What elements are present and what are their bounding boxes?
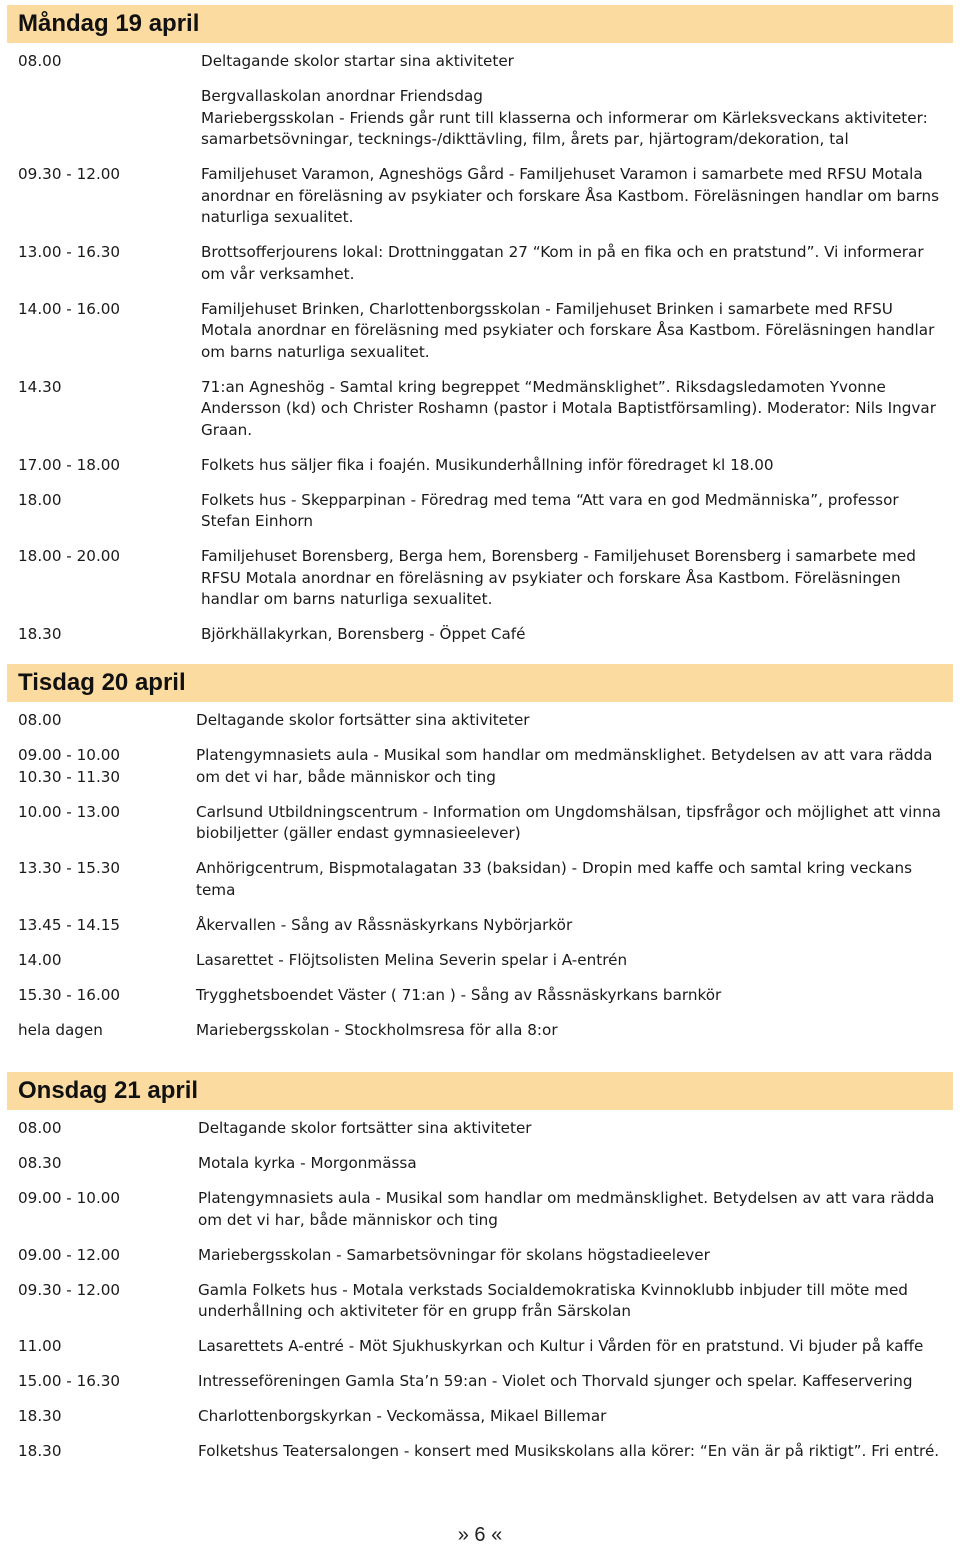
event-row: [7, 624, 953, 646]
day-heading: Tisdag 20 april: [7, 664, 953, 702]
event-description: Mariebergsskolan - Stockholmsresa för alla 8:or: [196, 1020, 558, 1039]
event-time: 10.00 - 13.00: [18, 802, 121, 821]
day-section-wednesday: [7, 1072, 953, 1476]
event-row: [7, 1188, 953, 1231]
event-time: 18.00: [18, 490, 62, 509]
event-time: 09.00 - 10.00 10.30 - 11.30: [18, 746, 121, 786]
event-time: [7, 86, 201, 151]
event-time: 08.30: [18, 1154, 62, 1172]
event-description: Carlsund Utbildningscentrum - Information om Ungdomshälsan, tipsfrågor och möjlighet att vinna biobiljetter (gäller endast gymnasieelever): [196, 802, 941, 842]
event-description: Gamla Folkets hus - Motala verkstads Socialdemokratiska Kvinnoklubb inbjuder till möte med underhållning och aktiviteter för en grupp från Särskolan: [198, 1280, 908, 1320]
event-description: Platengymnasiets aula - Musikal som handlar om medmänsklighet. Betydelsen av att vara rädda om det vi har, både människor och ting: [196, 746, 933, 786]
event-description: Åkervallen - Sång av Råssnäskyrkans Nybörjarkör: [196, 915, 573, 934]
event-row: [7, 86, 953, 151]
day-heading: Onsdag 21 april: [7, 1072, 953, 1110]
page-number: » 6 «: [457, 1524, 503, 1546]
event-time: 08.00: [18, 711, 62, 729]
event-description: Familjehuset Borensberg, Berga hem, Borensberg - Familjehuset Borensberg i samarbete med RFSU Motala anordnar en föreläsning av psykiater och forskare Åsa Kastbom. Föreläsningen handlar om barns naturliga sexualitet.: [201, 547, 916, 608]
event-row: [7, 915, 953, 937]
event-row: [7, 858, 953, 901]
event-row: [7, 377, 953, 442]
event-time: 13.30 - 15.30: [18, 859, 121, 877]
event-description: Anhörigcentrum, Bispmotalagatan 33 (baksidan) - Dropin med kaffe och samtal kring veckans tema: [196, 859, 913, 899]
event-description: Folkets hus säljer fika i foajén. Musikunderhållning inför föredraget kl 18.00: [201, 455, 774, 474]
event-row: [7, 802, 953, 845]
event-description: 71:an Agneshög - Samtal kring begreppet “Medmänsklighet”. Riksdagsledamoten Yvonne Andersson (kd) och Christer Roshamn (pastor i Motala Baptistförsamling). Moderator: Nils Ingvar Graan.: [201, 377, 936, 439]
event-row: [7, 1020, 953, 1042]
event-time: 09.30 - 12.00: [18, 1280, 121, 1299]
event-row: [7, 1153, 953, 1175]
event-row: [7, 745, 953, 788]
event-time: 09.00 - 10.00: [18, 1189, 121, 1207]
event-description: Mariebergsskolan - Samarbetsövningar för skolans högstadieelever: [198, 1245, 710, 1264]
event-description: Deltagande skolor startar sina aktiviteter: [201, 52, 514, 70]
event-description: Motala kyrka - Morgonmässa: [198, 1154, 417, 1172]
event-row: [7, 164, 953, 229]
event-row: [7, 710, 953, 732]
event-description: Bergvallaskolan anordnar Friendsdag Mariebergsskolan - Friends går runt till klasserna och informerar om Kärleksveckans aktiviteter: samarbetsövningar, tecknings-/dikttävling, film, årets par, hjärtogram/dekoration, tal: [201, 87, 928, 148]
event-description: Lasarettet - Flöjtsolisten Melina Severin spelar i A-entrén: [196, 950, 628, 969]
event-time: 14.30: [18, 377, 62, 396]
event-time: 13.00 - 16.30: [18, 243, 121, 261]
event-description: Folkets hus - Skepparpinan - Föredrag med tema “Att vara en god Medmänniska”, professor Stefan Einhorn: [201, 490, 899, 530]
event-time: 15.00 - 16.30: [18, 1372, 121, 1390]
event-description: Platengymnasiets aula - Musikal som handlar om medmänsklighet. Betydelsen av att vara rädda om det vi har, både människor och ting: [198, 1189, 935, 1229]
event-row: [7, 1371, 953, 1393]
event-time: 18.30: [18, 1407, 62, 1425]
event-row: [7, 299, 953, 364]
event-description: Lasarettets A-entré - Möt Sjukhuskyrkan och Kultur i Vården för en pratstund. Vi bjuder på kaffe: [198, 1337, 924, 1355]
event-row: [7, 1280, 953, 1323]
event-list: [7, 1118, 953, 1463]
day-section-tuesday: [7, 664, 953, 1055]
event-time: 14.00 - 16.00: [18, 299, 121, 318]
day-heading: Måndag 19 april: [7, 5, 953, 43]
event-description: Intresseföreningen Gamla Sta’n 59:an - Violet och Thorvald sjunger och spelar. Kaffeservering: [198, 1372, 913, 1390]
event-row: [7, 51, 953, 73]
event-time: 18.30: [18, 625, 62, 643]
event-row: [7, 546, 953, 611]
event-list: [7, 51, 953, 646]
event-row: [7, 1406, 953, 1428]
event-row: [7, 455, 953, 477]
event-row: [7, 1441, 953, 1463]
event-time: 14.00: [18, 950, 62, 969]
event-time: 08.00: [18, 52, 62, 70]
event-description: Trygghetsboendet Väster ( 71:an ) - Sång av Råssnäskyrkans barnkör: [196, 985, 722, 1004]
event-time: 17.00 - 18.00: [18, 455, 121, 474]
event-row: [7, 1336, 953, 1358]
event-description: Familjehuset Brinken, Charlottenborgsskolan - Familjehuset Brinken i samarbete med RFSU Motala anordnar en föreläsning med psykiater och forskare Åsa Kastbom. Föreläsningen handlar om barns naturliga sexualitet.: [201, 299, 935, 361]
event-time: 18.30: [18, 1442, 62, 1460]
event-time: 09.30 - 12.00: [18, 165, 121, 183]
event-row: [7, 490, 953, 533]
event-description: Brottsofferjourens lokal: Drottninggatan 27 “Kom in på en fika och en pratstund”. Vi informerar om vår verksamhet.: [201, 243, 924, 283]
event-time: 11.00: [18, 1337, 62, 1355]
event-row: [7, 242, 953, 285]
event-row: [7, 950, 953, 972]
event-description: Folketshus Teatersalongen - konsert med Musikskolans alla körer: “En vän är på riktigt”. Fri entré.: [198, 1442, 940, 1460]
event-list: [7, 710, 953, 1041]
event-description: Deltagande skolor fortsätter sina aktiviteter: [198, 1119, 532, 1137]
event-time: hela dagen: [18, 1020, 103, 1039]
event-time: 18.00 - 20.00: [18, 547, 121, 565]
event-description: Charlottenborgskyrkan - Veckomässa, Mikael Billemar: [198, 1407, 607, 1425]
event-time: 13.45 - 14.15: [18, 915, 121, 934]
event-description: Björkhällakyrkan, Borensberg - Öppet Café: [201, 625, 526, 643]
event-row: [7, 985, 953, 1007]
event-description: Deltagande skolor fortsätter sina aktiviteter: [196, 711, 530, 729]
day-section-monday: [7, 5, 953, 659]
event-time: 15.30 - 16.00: [18, 985, 121, 1004]
event-time: 08.00: [18, 1119, 62, 1137]
event-row: [7, 1245, 953, 1267]
event-time: 09.00 - 12.00: [18, 1245, 121, 1264]
event-row: [7, 1118, 953, 1140]
event-description: Familjehuset Varamon, Agneshögs Gård - Familjehuset Varamon i samarbete med RFSU Motala anordnar en föreläsning av psykiater och forskare Åsa Kastbom. Föreläsningen handlar om barns naturliga sexualitet.: [201, 165, 940, 226]
